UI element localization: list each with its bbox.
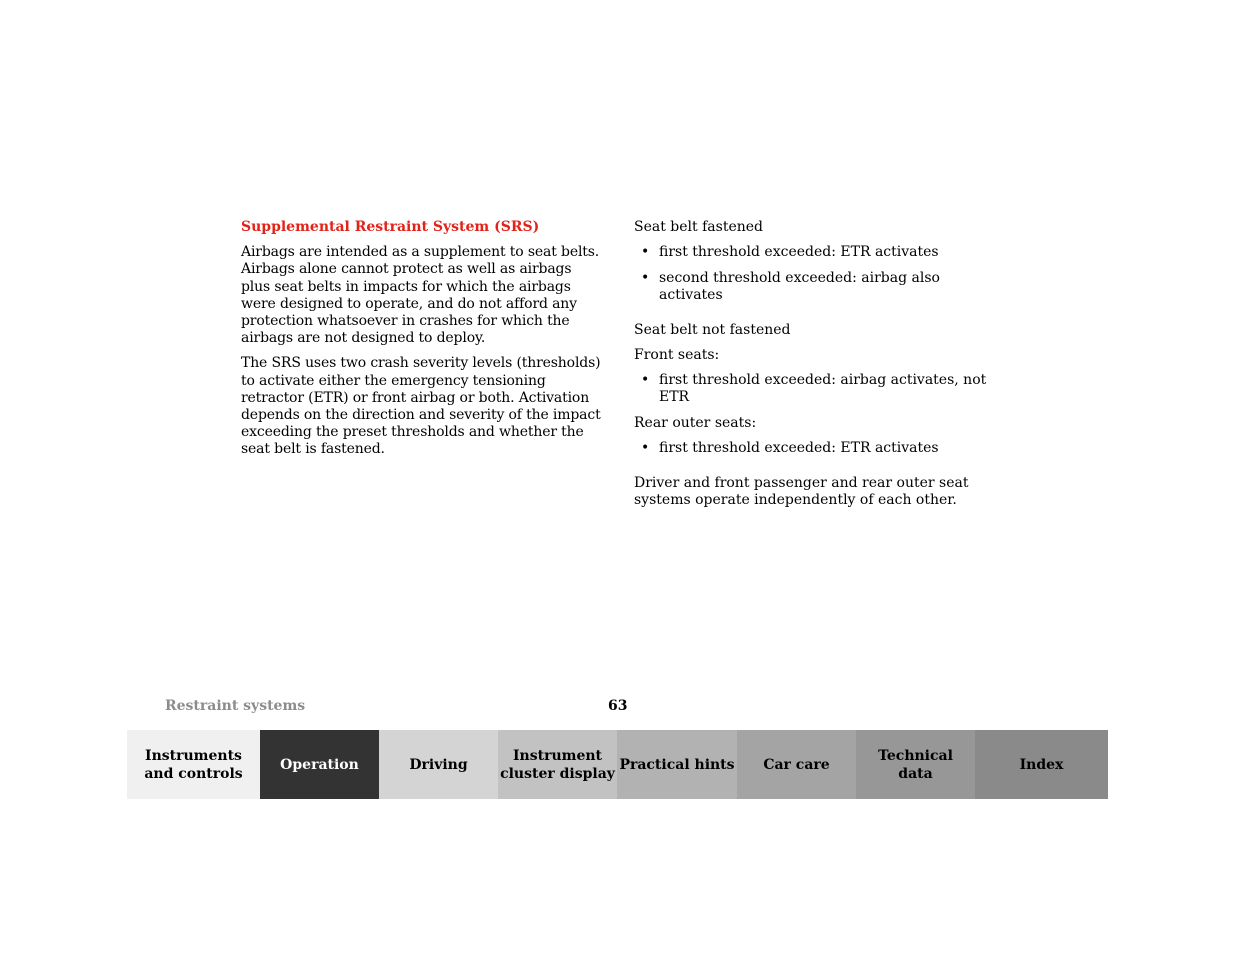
belt-fastened-title: Seat belt fastened bbox=[634, 219, 763, 235]
page-number: 63 bbox=[608, 698, 628, 714]
airbag-supplement-paragraph: Airbags are intended as a supplement to seat belts. Airbags alone cannot protect as well as airbags plus seat belts in impacts for which the airbags were designed to operate, and do not afford any protection whatsoever in crashes for which the airbags are not designed to deploy. bbox=[241, 244, 600, 347]
chapter-nav bbox=[127, 730, 1108, 799]
belt-not-fastened-title: Seat belt not fastened bbox=[634, 321, 791, 338]
srs-thresholds-paragraph: The SRS uses two crash severity levels (thresholds) to activate either the emergency tensioning retractor (ETR) or front airbag or both. Activation depends on the direction and severity of the impact exceeding the preset thresholds and whether the seat belt is fastened. bbox=[241, 355, 601, 458]
tab-index[interactable]: Index bbox=[975, 730, 1108, 799]
closing-paragraph: Driver and front passenger and rear outer seat systems operate independently of each other. bbox=[634, 475, 969, 509]
list-item: • first threshold exceeded: ETR activates bbox=[634, 440, 1006, 457]
tab-practical-hints[interactable]: Practical hints bbox=[617, 730, 737, 799]
left-column bbox=[241, 219, 603, 467]
front-seats-label: Front seats: bbox=[634, 347, 720, 364]
section-label: Restraint systems bbox=[165, 698, 306, 714]
right-column bbox=[634, 219, 1006, 517]
tab-instruments-and-controls[interactable]: Instruments and controls bbox=[127, 730, 260, 799]
tab-car-care[interactable]: Car care bbox=[737, 730, 856, 799]
section-heading: Supplemental Restraint System (SRS) bbox=[241, 219, 540, 235]
belt-fastened-list bbox=[634, 244, 1006, 304]
tab-technical-data[interactable]: Technical data bbox=[856, 730, 975, 799]
tab-driving[interactable]: Driving bbox=[379, 730, 498, 799]
list-item: • first threshold exceeded: airbag activates, not ETR bbox=[634, 372, 1006, 406]
list-item: • first threshold exceeded: ETR activates bbox=[634, 244, 1006, 261]
tab-operation[interactable]: Operation bbox=[260, 730, 379, 799]
tab-instrument-cluster-display[interactable]: Instrument cluster display bbox=[498, 730, 617, 799]
rear-seats-list bbox=[634, 440, 1006, 457]
rear-seats-label: Rear outer seats: bbox=[634, 415, 757, 432]
list-item: • second threshold exceeded: airbag also activates bbox=[634, 270, 1006, 304]
front-seats-list bbox=[634, 372, 1006, 406]
